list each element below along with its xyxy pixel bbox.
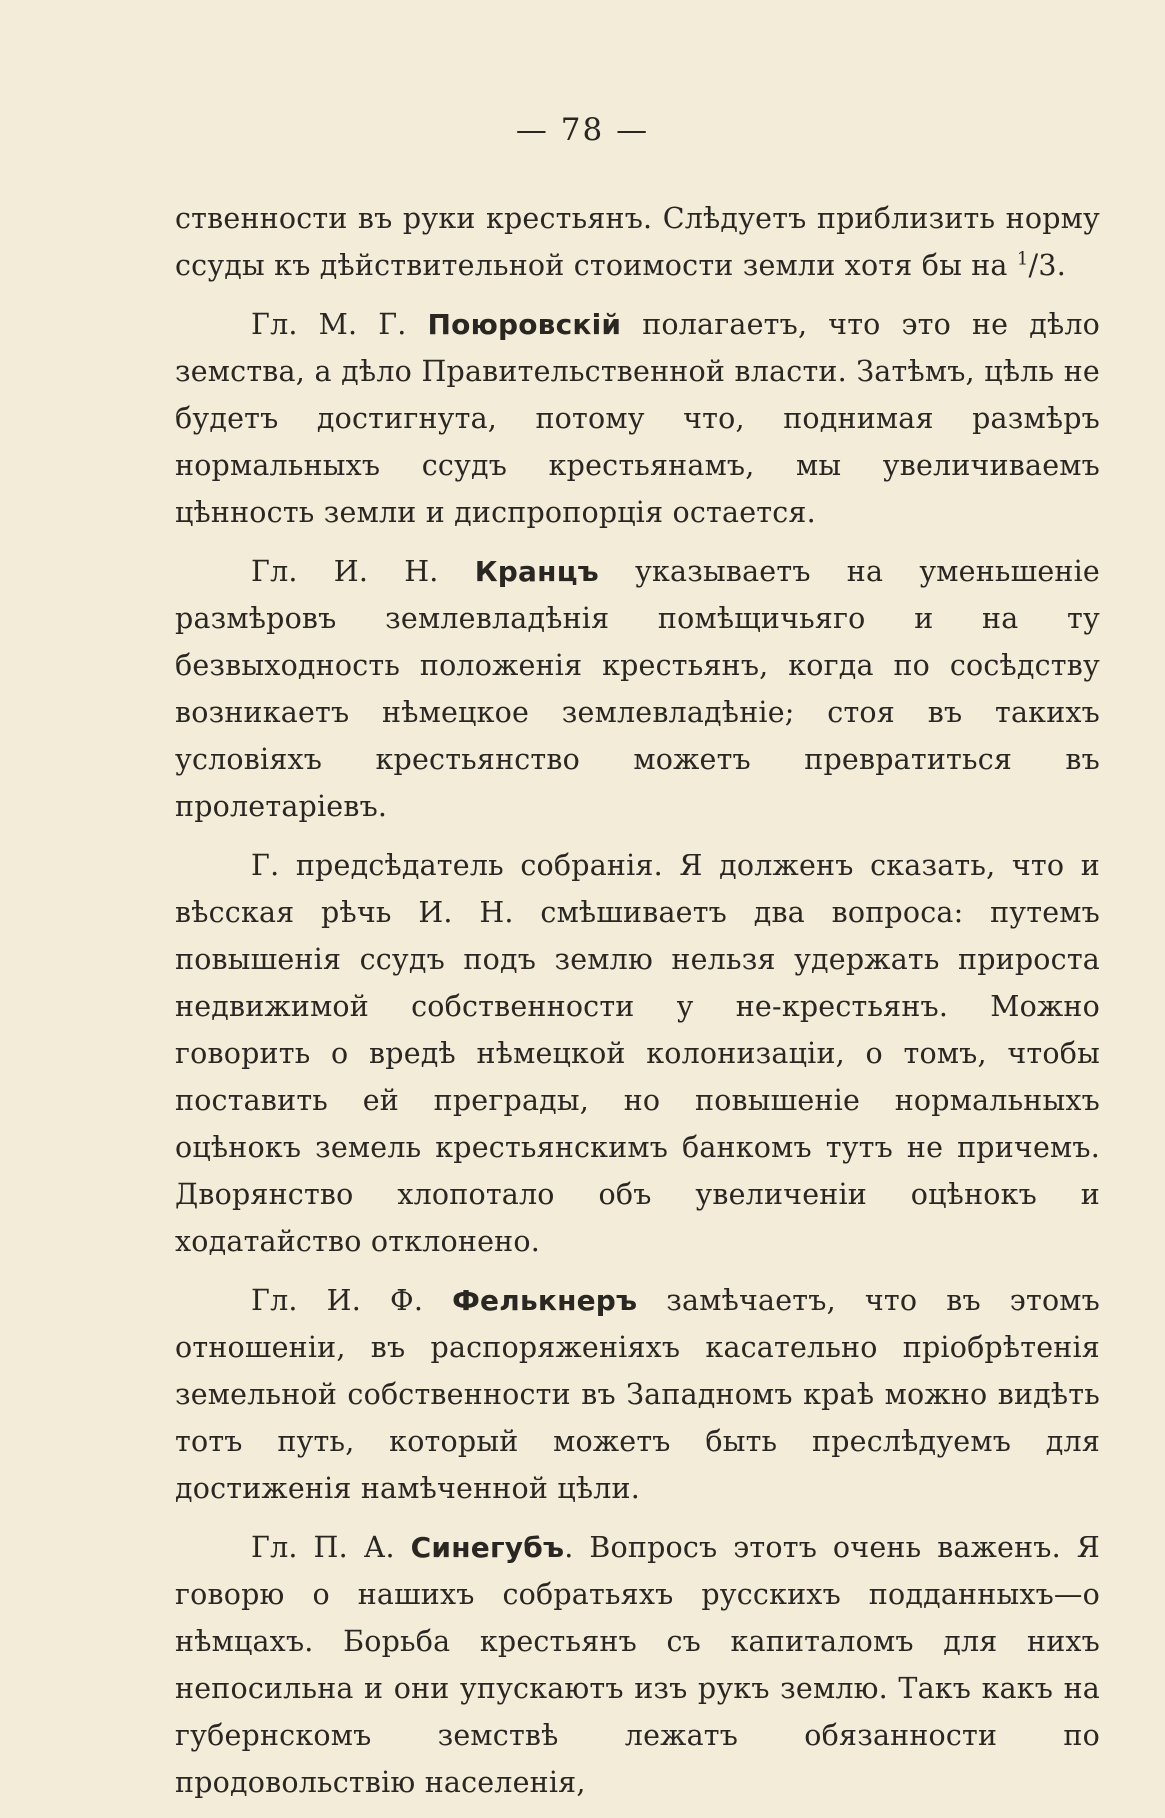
paragraph-2 (175, 301, 1100, 536)
paragraph-text: Г. предсѣдатель собранія. Я долженъ сказать, что и вѣсская рѣчь И. Н. смѣшиваетъ два вопроса: путемъ повышенія ссудъ подъ землю нельзя удержать прироста недвижимой собственности у не-крестьянъ. Можно говорить о вредѣ нѣмецкой колонизаціи, о томъ, чтобы поставить ей преграды, но повышеніе нормальныхъ оцѣнокъ земель крестьянскимъ банкомъ тутъ не причемъ. Дворянство хлопотало объ увеличеніи оцѣнокъ и ходатайство отклонено. (175, 849, 1100, 1258)
paragraph-4 (175, 842, 1100, 1265)
paragraph-3 (175, 548, 1100, 830)
paragraph-text: ственности въ руки крестьянъ. Слѣдуетъ приблизить норму ссуды къ дѣйствительной стоимости земли хотя бы на (175, 202, 1100, 282)
fraction: $^1$/3 (1016, 248, 1057, 282)
speaker-name: Поюровскій (427, 308, 622, 341)
paragraph-1 (175, 195, 1100, 289)
speaker-title: Гл. П. А. (251, 1531, 411, 1564)
paragraph-6 (175, 1524, 1100, 1806)
paragraph-text: полагаетъ, что это не дѣло земства, а дѣло Правительственной власти. Затѣмъ, цѣль не будетъ достигнута, потому что, поднимая размѣръ нормальныхъ ссудъ крестьянамъ, мы увеличиваемъ цѣнность земли и диспропорція остается. (175, 308, 1100, 529)
fraction-denominator: 3 (1038, 249, 1057, 282)
speaker-title: Гл. М. Г. (251, 308, 428, 341)
fraction-numerator: 1 (1016, 248, 1029, 270)
paragraph-suffix: . (1056, 249, 1066, 282)
speaker-name: Кранцъ (474, 555, 599, 588)
speaker-name: Синегубъ (410, 1531, 565, 1564)
speaker-name: Фелькнеръ (452, 1284, 638, 1317)
speaker-title: Гл. И. Н. (251, 555, 475, 588)
speaker-title: Гл. И. Ф. (251, 1284, 453, 1317)
page-number: — 78 — (515, 112, 650, 148)
paragraph-text: замѣчаетъ, что въ этомъ отношеніи, въ распоряженіяхъ касательно пріобрѣтенія земельной собственности въ Западномъ краѣ можно видѣть тотъ путь, который можетъ быть преслѣдуемъ для достиженія намѣченной цѣли. (175, 1284, 1100, 1505)
paragraph-5 (175, 1277, 1100, 1512)
paragraph-text: . Вопросъ этотъ очень важенъ. Я говорю о нашихъ собратьяхъ русскихъ подданныхъ—о нѣмцахъ. Борьба крестьянъ съ капиталомъ для нихъ непосильна и они упускаютъ изъ рукъ землю. Такъ какъ на губернскомъ земствѣ лежатъ обязанности по продовольствію населенія, (175, 1531, 1100, 1799)
body-text (175, 195, 1100, 1818)
paragraph-text: указываетъ на уменьшеніе размѣровъ землевладѣнія помѣщичьяго и на ту безвыходность положенія крестьянъ, когда по сосѣдству возникаетъ нѣмецкое землевладѣніе; стоя въ такихъ условіяхъ крестьянство можетъ превратиться въ пролетаріевъ. (175, 555, 1100, 823)
